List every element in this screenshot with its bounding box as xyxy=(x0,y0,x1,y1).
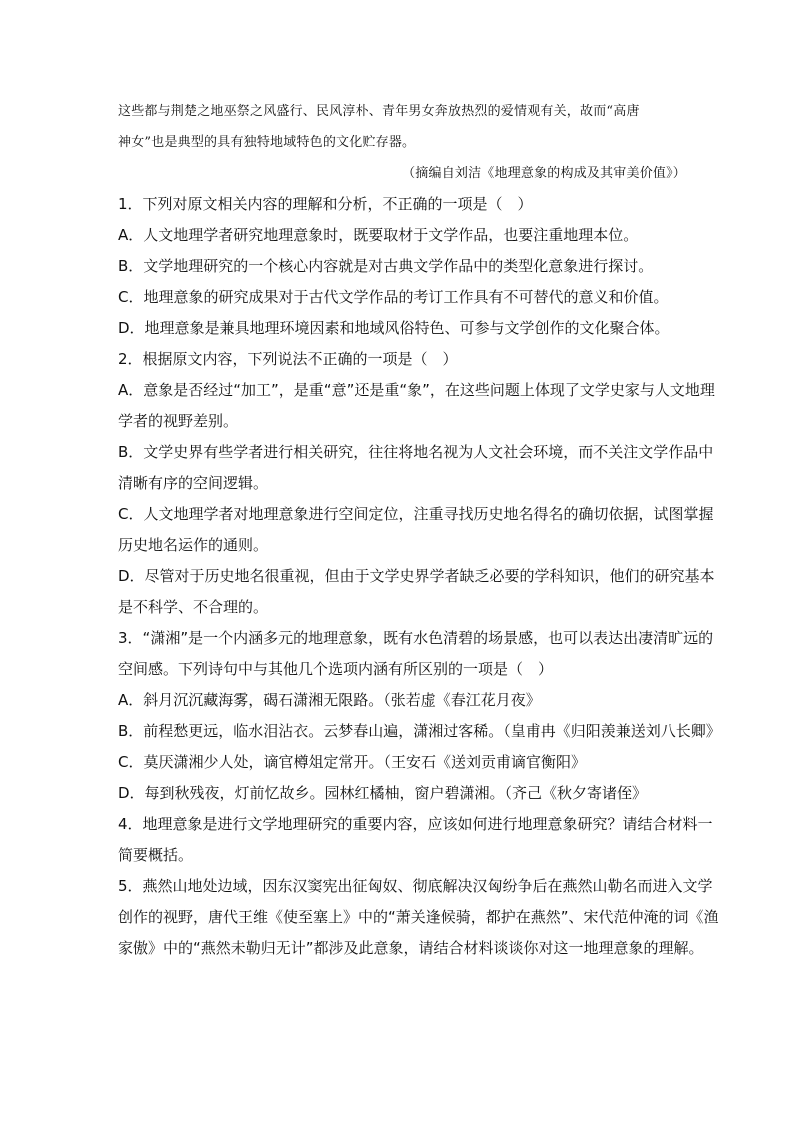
option-b: B．文学史界有些学者进行相关研究，往往将地名视为人文社会环境，而不关注文学作品中 xyxy=(118,443,714,461)
question-stem-continued: 空间感。下列诗句中与其他几个选项内涵有所区别的一项是（ ） xyxy=(118,660,554,678)
question-stem: 5．燕然山地处边域，因东汉窦宪出征匈奴、彻底解决汉匈纷争后在燕然山勒名而进入文学 xyxy=(118,877,713,895)
option-b: B．前程愁更远，临水泪沾衣。云梦春山遍，潇湘过客稀。（皇甫冉《归阳羡兼送刘八长卿》 xyxy=(118,722,721,740)
option-c: C．人文地理学者对地理意象进行空间定位，注重寻找历史地名得名的确切依据，试图掌握 xyxy=(118,505,714,523)
question-1 xyxy=(118,189,686,344)
option-b-continued: 清晰有序的空间逻辑。 xyxy=(118,474,269,492)
option-c: C．地理意象的研究成果对于古代文学作品的考订工作具有不可替代的意义和价值。 xyxy=(118,288,669,306)
option-c-continued: 历史地名运作的通则。 xyxy=(118,536,269,554)
option-c: C．莫厌潇湘少人处，谪官樽俎定常开。（王安石《送刘贡甫谪官衡阳》 xyxy=(118,753,586,771)
option-a: A．斜月沉沉藏海雾，碣石潇湘无限路。（张若虚《春江花月夜》 xyxy=(118,691,541,709)
question-stem: 1．下列对原文相关内容的理解和分析，不正确的一项是（ ） xyxy=(118,195,533,213)
option-b: B．文学地理研究的一个核心内容就是对古典文学作品中的类型化意象进行探讨。 xyxy=(118,257,654,275)
document-page xyxy=(118,96,721,964)
question-5 xyxy=(118,871,719,964)
question-2 xyxy=(118,344,715,623)
question-stem-continued: 创作的视野，唐代王维《使至塞上》中的“萧关逢候骑，都护在燕然”、宋代范仲淹的词《渔 xyxy=(118,908,719,926)
passage-source: （摘编自刘洁《地理意象的构成及其审美价值》） xyxy=(402,166,686,181)
option-d-continued: 是不科学、不合理的。 xyxy=(118,598,269,616)
question-stem: 4．地理意象是进行文学地理研究的重要内容，应该如何进行地理意象研究？请结合材料一 xyxy=(118,815,713,833)
question-stem: 2．根据原文内容，下列说法不正确的一项是（ ） xyxy=(118,350,458,368)
question-4 xyxy=(118,809,713,871)
option-a: A．人文地理学者研究地理意象时，既要取材于文学作品，也要注重地理本位。 xyxy=(118,226,639,244)
option-d: D．地理意象是兼具地理环境因素和地域风俗特色、可参与文学创作的文化聚合体。 xyxy=(118,319,670,337)
option-d: D．尽管对于历史地名很重视，但由于文学史界学者缺乏必要的学科知识，他们的研究基本 xyxy=(118,567,715,585)
passage-line: 这些都与荆楚之地巫祭之风盛行、民风淳朴、青年男女奔放热烈的爱情观有关，故而“高唐 xyxy=(118,104,640,119)
option-a: A．意象是否经过“加工”，是重“意”还是重“象”，在这些问题上体现了文学史家与人文地理 xyxy=(118,381,715,399)
passage-excerpt xyxy=(118,96,686,189)
question-stem: 3．“潇湘”是一个内涵多元的地理意象，既有水色清碧的场景感，也可以表达出凄清旷远的 xyxy=(118,629,714,647)
option-a-continued: 学者的视野差别。 xyxy=(118,412,239,430)
option-d: D．每到秋残夜，灯前忆故乡。园林红橘柚，窗户碧潇湘。（齐己《秋夕寄诸侄》 xyxy=(118,784,648,802)
passage-line: 神女”也是典型的具有独特地域特色的文化贮存器。 xyxy=(118,135,416,150)
question-stem-continued: 简要概括。 xyxy=(118,846,194,864)
question-3 xyxy=(118,623,721,809)
question-stem-continued: 家傲》中的“燕然未勒归无计”都涉及此意象，请结合材料谈谈你对这一地理意象的理解。 xyxy=(118,939,704,957)
